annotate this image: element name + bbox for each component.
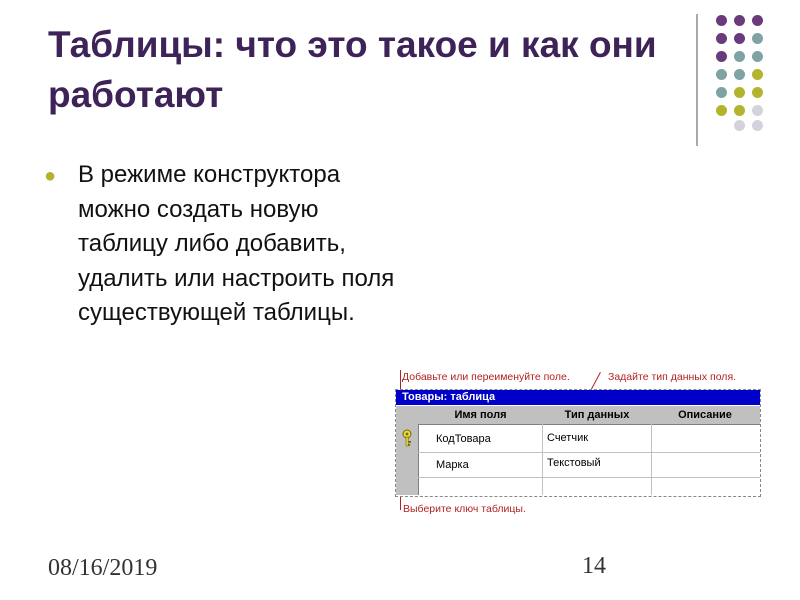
bullet-text: В режиме конструктора можно создать новую таблицу либо добавить, удалить или настроить поля существующей таблицы.	[78, 161, 395, 326]
bullet-marker: ●	[44, 165, 57, 187]
decor-dot	[716, 33, 727, 44]
footer-date: 08/16/2019	[48, 555, 158, 581]
decor-dot	[752, 33, 763, 44]
decor-dot	[752, 69, 763, 80]
table-design-window	[395, 389, 761, 497]
decor-dot	[752, 105, 763, 116]
cell-field-name[interactable]: КодТовара	[436, 433, 491, 445]
cell-data-type[interactable]: Счетчик	[547, 432, 589, 444]
decor-dot	[734, 87, 745, 98]
decorative-dot-grid	[713, 12, 773, 124]
decor-dot	[734, 15, 745, 26]
row-selector-column[interactable]	[396, 424, 419, 495]
annotation-data-type: Задайте тип данных поля.	[608, 371, 737, 383]
decor-dot	[752, 51, 763, 62]
column-header-data-type: Тип данных	[564, 409, 630, 421]
decor-dot	[734, 33, 745, 44]
decorative-dot-grid-lower	[713, 120, 773, 134]
annotation-field-name: Добавьте или переименуйте поле.	[402, 371, 570, 383]
decor-dot	[734, 69, 745, 80]
title-divider	[696, 14, 698, 146]
column-header-field-name: Имя поля	[454, 409, 507, 421]
key-icon	[400, 429, 414, 447]
grid-line	[418, 452, 760, 453]
page-number: 14	[582, 553, 606, 579]
slide-title: Таблицы: что это такое и как они работают	[48, 24, 657, 115]
decor-dot	[734, 51, 745, 62]
decor-dot	[716, 69, 727, 80]
cell-field-name[interactable]: Марка	[436, 459, 469, 471]
grid-line	[542, 406, 543, 495]
decor-dot	[752, 15, 763, 26]
grid-line	[418, 477, 760, 478]
decor-dot	[716, 51, 727, 62]
window-title: Товары: таблица	[396, 390, 760, 405]
decor-dot	[734, 120, 745, 131]
annotation-primary-key: Выберите ключ таблицы.	[403, 503, 526, 515]
decor-dot	[752, 87, 763, 98]
decor-dot	[716, 105, 727, 116]
grid-line	[651, 406, 652, 495]
decor-dot	[716, 15, 727, 26]
decor-dot	[734, 105, 745, 116]
cell-data-type[interactable]: Текстовый	[547, 457, 601, 469]
column-header-row	[396, 406, 760, 425]
decor-dot	[752, 120, 763, 131]
column-header-description: Описание	[678, 409, 732, 421]
decor-dot	[716, 87, 727, 98]
